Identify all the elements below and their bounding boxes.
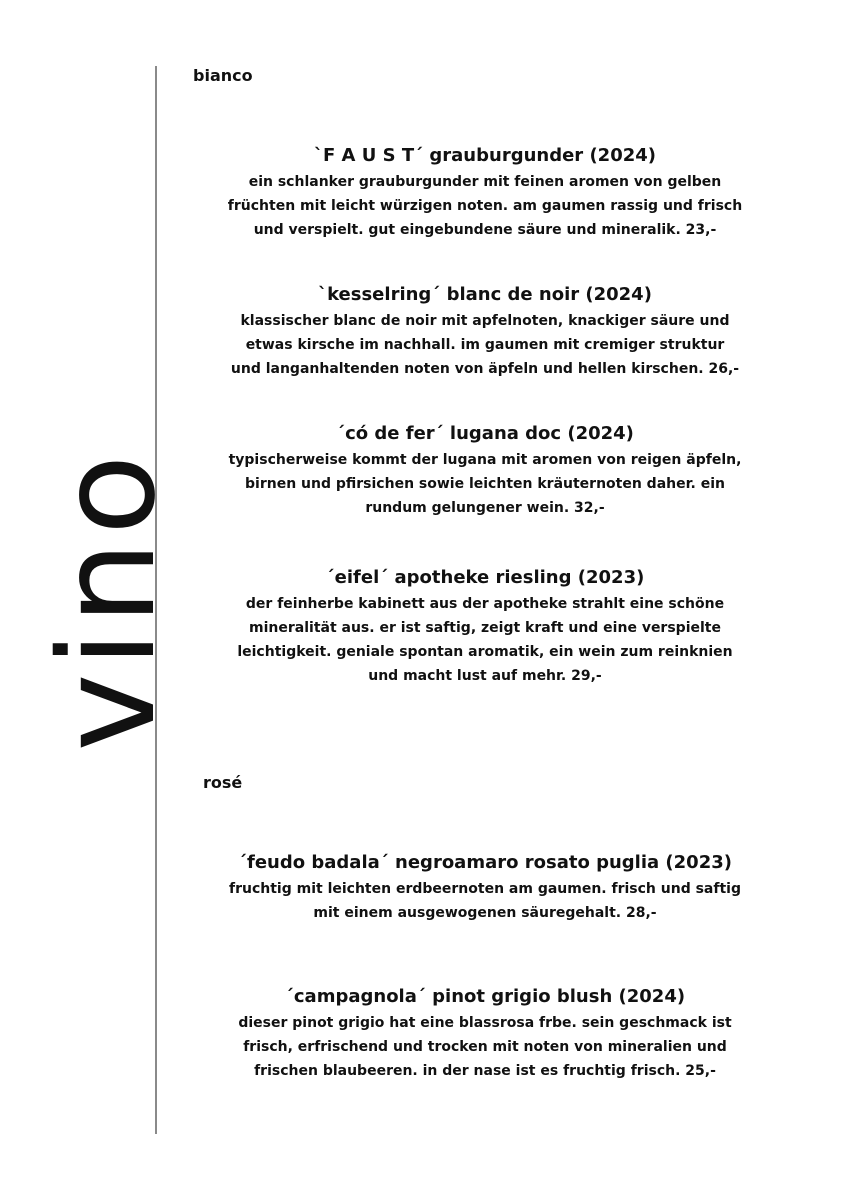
wine-item bbox=[160, 283, 810, 381]
description-line: der feinherbe kabinett aus der apotheke strahlt eine schöne bbox=[245, 596, 725, 612]
description-line: ein schlanker grauburgunder mit feinen aromen von gelben bbox=[248, 174, 722, 190]
wine-name: ´campagnola´ pinot grigio blush (2024) bbox=[284, 986, 686, 1007]
description-line: und langanhaltenden noten von äpfeln und hellen kirschen. 26,- bbox=[230, 361, 740, 377]
description-line: früchten mit leicht würzigen noten. am gaumen rassig und frisch bbox=[227, 198, 743, 214]
wine-name: ´feudo badala´ negroamaro rosato puglia (2023) bbox=[238, 852, 732, 873]
description-line: mineralität aus. er ist saftig, zeigt kraft und eine verspielte bbox=[249, 620, 721, 636]
section-label-rose: rosé bbox=[203, 773, 243, 792]
wine-item bbox=[160, 851, 810, 925]
wine-item bbox=[160, 566, 810, 688]
wine-description bbox=[160, 592, 810, 688]
description-line: dieser pinot grigio hat eine blassrosa frbe. sein geschmack ist bbox=[238, 1015, 732, 1031]
description-line: klassischer blanc de noir mit apfelnoten, knackiger säure und bbox=[240, 313, 730, 329]
description-line: und verspielt. gut eingebundene säure und mineralik. 23,- bbox=[253, 222, 717, 238]
wine-name: ´có de fer´ lugana doc (2024) bbox=[336, 423, 634, 444]
description-line: mit einem ausgewogenen säuregehalt. 28,- bbox=[313, 905, 657, 921]
wine-name: `kesselring´ blanc de noir (2024) bbox=[318, 284, 652, 305]
wine-name: ´eifel´ apotheke riesling (2023) bbox=[325, 567, 645, 588]
wine-name: `F A U S T´ grauburgunder (2024) bbox=[313, 145, 657, 166]
description-line: leichtigkeit. geniale spontan aromatik, ein wein zum reinknien bbox=[237, 644, 733, 660]
wine-description bbox=[160, 170, 810, 242]
description-line: und macht lust auf mehr. 29,- bbox=[368, 668, 602, 684]
wine-description bbox=[160, 877, 810, 925]
description-line: birnen und pfirsichen sowie leichten kräuternoten daher. ein bbox=[245, 476, 725, 492]
description-line: rundum gelungener wein. 32,- bbox=[365, 500, 605, 516]
description-line: etwas kirsche im nachhall. im gaumen mit cremiger struktur bbox=[245, 337, 725, 353]
wine-description bbox=[160, 448, 810, 520]
description-line: frisch, erfrischend und trocken mit noten von mineralien und bbox=[243, 1039, 727, 1055]
wine-item bbox=[160, 144, 810, 242]
wine-item bbox=[160, 422, 810, 520]
wine-description bbox=[160, 1011, 810, 1083]
section-label-bianco: bianco bbox=[193, 66, 253, 85]
description-line: typischerweise kommt der lugana mit aromen von reigen äpfeln, bbox=[228, 452, 742, 468]
description-line: fruchtig mit leichten erdbeernoten am gaumen. frisch und saftig bbox=[229, 881, 741, 897]
vertical-title: vino bbox=[31, 448, 185, 752]
description-line: frischen blaubeeren. in der nase ist es fruchtig frisch. 25,- bbox=[254, 1063, 716, 1079]
wine-item bbox=[160, 985, 810, 1083]
wine-description bbox=[160, 309, 810, 381]
